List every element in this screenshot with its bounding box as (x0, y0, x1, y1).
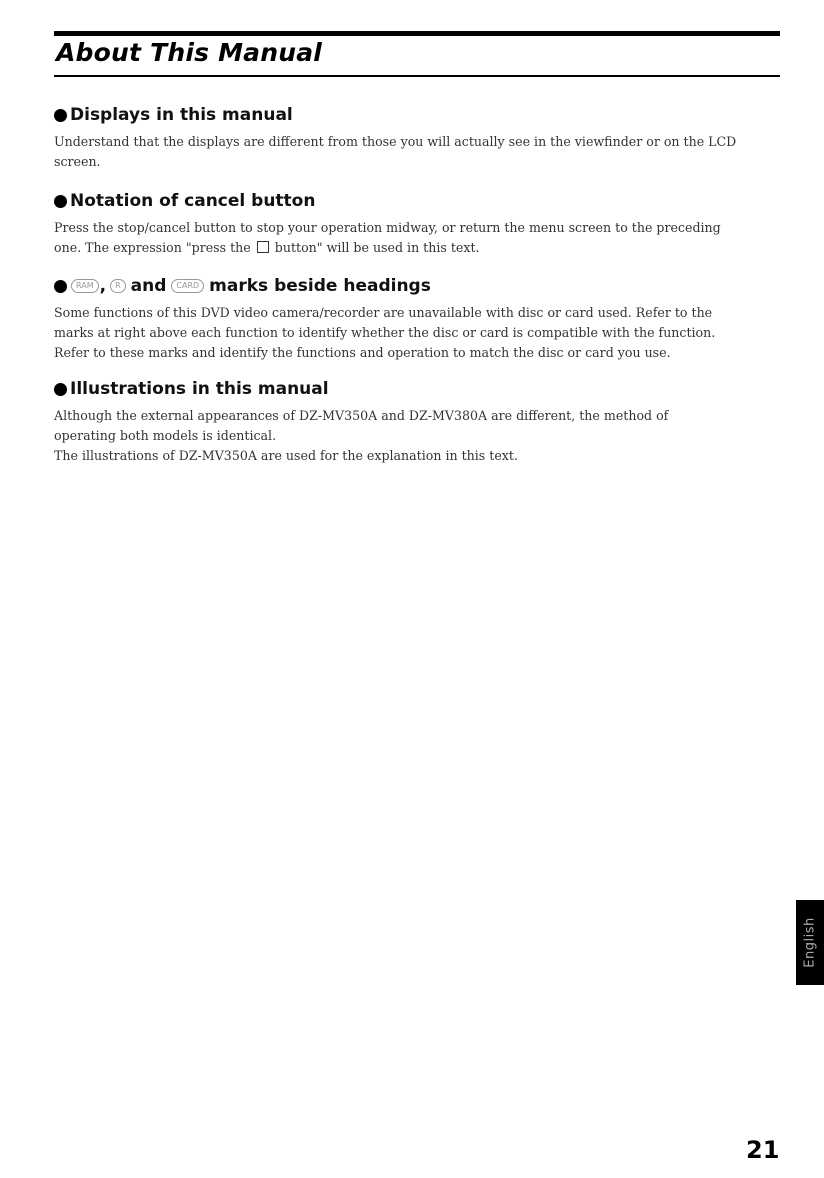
heading-text: marks beside headings (209, 276, 431, 296)
body-line: Although the external appearances of DZ-MV350A and DZ-MV380A are different, the method of (54, 408, 669, 423)
body-text: one. The expression "press the (54, 240, 251, 255)
r-mark-icon: R (110, 279, 126, 293)
body-line: Understand that the displays are different from those you will actually see in the viewfinder or on the LCD (54, 134, 737, 149)
ram-mark-icon: RAM (71, 279, 99, 293)
cancel-button-icon (257, 241, 269, 253)
card-mark-icon: CARD (171, 279, 204, 293)
section-illustrations (54, 378, 786, 466)
section-cancel-button (54, 190, 786, 258)
section-body (54, 218, 786, 258)
heading-text: Illustrations in this manual (70, 379, 329, 399)
body-line: Press the stop/cancel button to stop your operation midway, or return the menu screen to the preceding (54, 220, 721, 235)
bullet-icon (54, 195, 67, 208)
body-line: Refer to these marks and identify the functions and operation to match the disc or card you use. (54, 345, 671, 360)
body-line: screen. (54, 154, 101, 169)
section-heading (54, 104, 786, 126)
section-disc-marks (54, 275, 786, 363)
body-line: Some functions of this DVD video camera/recorder are unavailable with disc or card used. Refer to the (54, 305, 713, 320)
section-heading (54, 190, 786, 212)
body-line (54, 238, 786, 258)
body-line: marks at right above each function to identify whether the disc or card is compatible with the function. (54, 325, 716, 340)
top-rule (54, 31, 780, 36)
heading-and: and (130, 276, 167, 296)
section-body (54, 303, 786, 363)
section-heading (54, 275, 786, 297)
body-line: operating both models is identical. (54, 428, 277, 443)
section-heading (54, 378, 786, 400)
section-displays (54, 104, 786, 172)
page-title: About This Manual (56, 38, 323, 67)
body-text: button" will be used in this text. (274, 240, 480, 255)
heading-text: Notation of cancel button (70, 191, 316, 211)
section-body (54, 406, 786, 466)
bullet-icon (54, 109, 67, 122)
comma: , (99, 276, 107, 296)
title-rule (54, 75, 780, 77)
section-body (54, 132, 786, 172)
page-number: 21 (746, 1136, 780, 1164)
language-tab-label: English (802, 917, 818, 968)
bullet-icon (54, 383, 67, 396)
heading-text: Displays in this manual (70, 105, 293, 125)
language-tab (796, 900, 824, 985)
bullet-icon (54, 280, 67, 293)
body-line: The illustrations of DZ-MV350A are used for the explanation in this text. (54, 448, 518, 463)
